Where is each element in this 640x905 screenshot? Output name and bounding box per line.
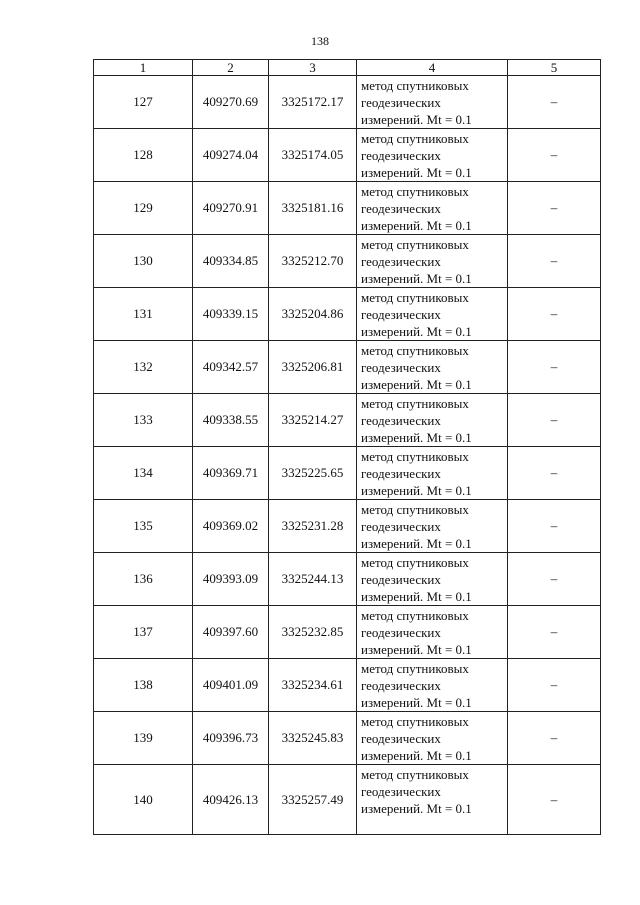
point-number-cell: 133 (94, 394, 193, 447)
point-number-cell: 132 (94, 341, 193, 394)
note-cell: – (508, 606, 601, 659)
table-row (94, 447, 601, 500)
method-line: метод спутниковых (361, 554, 469, 570)
x-coordinate-cell: 409397.60 (193, 606, 269, 659)
note-cell: – (508, 447, 601, 500)
method-line: измерений. Mt = 0.1 (361, 376, 472, 392)
method-line: геодезических (361, 200, 441, 216)
x-coordinate-cell: 409401.09 (193, 659, 269, 712)
point-number-cell: 128 (94, 129, 193, 182)
method-line: геодезических (361, 465, 441, 481)
method-line: геодезических (361, 306, 441, 322)
method-cell (357, 500, 508, 553)
note-cell: – (508, 500, 601, 553)
note-cell: – (508, 553, 601, 606)
method-line: метод спутниковых (361, 130, 469, 146)
method-line: измерений. Mt = 0.1 (361, 429, 472, 445)
method-cell (357, 288, 508, 341)
y-coordinate-cell: 3325244.13 (269, 553, 357, 606)
method-line: измерений. Mt = 0.1 (361, 535, 472, 551)
method-cell (357, 394, 508, 447)
method-line: измерений. Mt = 0.1 (361, 164, 472, 180)
x-coordinate-cell: 409342.57 (193, 341, 269, 394)
method-line: геодезических (361, 359, 441, 375)
y-coordinate-cell: 3325174.05 (269, 129, 357, 182)
x-coordinate-cell: 409270.91 (193, 182, 269, 235)
note-cell: – (508, 712, 601, 765)
method-line: метод спутниковых (361, 342, 469, 358)
table-row (94, 712, 601, 765)
method-line: метод спутниковых (361, 183, 469, 199)
method-line: измерений. Mt = 0.1 (361, 588, 472, 604)
point-number-cell: 127 (94, 76, 193, 129)
table-row (94, 765, 601, 835)
note-cell: – (508, 129, 601, 182)
page-number: 138 (311, 34, 329, 48)
x-coordinate-cell: 409393.09 (193, 553, 269, 606)
method-cell (357, 659, 508, 712)
y-coordinate-cell: 3325204.86 (269, 288, 357, 341)
method-cell (357, 553, 508, 606)
y-coordinate-cell: 3325172.17 (269, 76, 357, 129)
method-line: геодезических (361, 784, 441, 799)
coordinates-table (93, 59, 601, 835)
note-cell: – (508, 659, 601, 712)
point-number-cell: 131 (94, 288, 193, 341)
method-line: метод спутниковых (361, 767, 469, 782)
note-cell: – (508, 76, 601, 129)
method-line: метод спутниковых (361, 713, 469, 729)
point-number-cell: 129 (94, 182, 193, 235)
note-cell: – (508, 235, 601, 288)
point-number-cell: 137 (94, 606, 193, 659)
method-line: геодезических (361, 677, 441, 693)
point-number-cell: 135 (94, 500, 193, 553)
x-coordinate-cell: 409369.71 (193, 447, 269, 500)
point-number-cell: 134 (94, 447, 193, 500)
x-coordinate-cell: 409396.73 (193, 712, 269, 765)
y-coordinate-cell: 3325225.65 (269, 447, 357, 500)
point-number-cell: 140 (94, 765, 193, 835)
x-coordinate-cell: 409274.04 (193, 129, 269, 182)
point-number-cell: 130 (94, 235, 193, 288)
method-line: измерений. Mt = 0.1 (361, 747, 472, 763)
method-line: измерений. Mt = 0.1 (361, 801, 472, 816)
note-cell: – (508, 182, 601, 235)
header-col-1: 1 (94, 60, 193, 76)
y-coordinate-cell: 3325212.70 (269, 235, 357, 288)
note-cell: – (508, 394, 601, 447)
x-coordinate-cell: 409426.13 (193, 765, 269, 835)
y-coordinate-cell: 3325232.85 (269, 606, 357, 659)
method-line: метод спутниковых (361, 289, 469, 305)
x-coordinate-cell: 409334.85 (193, 235, 269, 288)
method-cell (357, 712, 508, 765)
method-line: геодезических (361, 412, 441, 428)
y-coordinate-cell: 3325257.49 (269, 765, 357, 835)
method-line: геодезических (361, 518, 441, 534)
method-line: метод спутниковых (361, 77, 469, 93)
table-row (94, 288, 601, 341)
method-line: метод спутниковых (361, 501, 469, 517)
y-coordinate-cell: 3325234.61 (269, 659, 357, 712)
method-cell (357, 182, 508, 235)
y-coordinate-cell: 3325181.16 (269, 182, 357, 235)
table-row (94, 659, 601, 712)
table-row (94, 394, 601, 447)
header-col-2: 2 (193, 60, 269, 76)
method-cell (357, 235, 508, 288)
method-line: метод спутниковых (361, 448, 469, 464)
method-line: геодезических (361, 147, 441, 163)
table-row (94, 553, 601, 606)
method-line: метод спутниковых (361, 660, 469, 676)
note-cell: – (508, 765, 601, 835)
y-coordinate-cell: 3325206.81 (269, 341, 357, 394)
table-row (94, 182, 601, 235)
y-coordinate-cell: 3325231.28 (269, 500, 357, 553)
method-cell (357, 341, 508, 394)
method-line: геодезических (361, 94, 441, 110)
method-line: метод спутниковых (361, 236, 469, 252)
method-cell (357, 129, 508, 182)
header-col-5: 5 (508, 60, 601, 76)
x-coordinate-cell: 409339.15 (193, 288, 269, 341)
header-col-4: 4 (357, 60, 508, 76)
note-cell: – (508, 341, 601, 394)
table-body (94, 76, 601, 835)
method-line: измерений. Mt = 0.1 (361, 111, 472, 127)
method-line: геодезических (361, 730, 441, 746)
x-coordinate-cell: 409338.55 (193, 394, 269, 447)
method-line: геодезических (361, 253, 441, 269)
table-row (94, 76, 601, 129)
method-line: метод спутниковых (361, 607, 469, 623)
method-line: измерений. Mt = 0.1 (361, 694, 472, 710)
method-line: измерений. Mt = 0.1 (361, 217, 472, 233)
table-row (94, 500, 601, 553)
method-cell (357, 606, 508, 659)
table-header-row (94, 60, 601, 76)
table-row (94, 235, 601, 288)
x-coordinate-cell: 409270.69 (193, 76, 269, 129)
table-row (94, 341, 601, 394)
method-cell (357, 447, 508, 500)
method-line: метод спутниковых (361, 395, 469, 411)
method-line: измерений. Mt = 0.1 (361, 641, 472, 657)
point-number-cell: 136 (94, 553, 193, 606)
method-cell (357, 765, 508, 835)
header-col-3: 3 (269, 60, 357, 76)
method-line: геодезических (361, 624, 441, 640)
method-cell (357, 76, 508, 129)
note-cell: – (508, 288, 601, 341)
y-coordinate-cell: 3325214.27 (269, 394, 357, 447)
point-number-cell: 138 (94, 659, 193, 712)
method-line: измерений. Mt = 0.1 (361, 270, 472, 286)
method-line: измерений. Mt = 0.1 (361, 323, 472, 339)
table-row (94, 129, 601, 182)
method-line: геодезических (361, 571, 441, 587)
method-line: измерений. Mt = 0.1 (361, 482, 472, 498)
x-coordinate-cell: 409369.02 (193, 500, 269, 553)
y-coordinate-cell: 3325245.83 (269, 712, 357, 765)
point-number-cell: 139 (94, 712, 193, 765)
table-row (94, 606, 601, 659)
